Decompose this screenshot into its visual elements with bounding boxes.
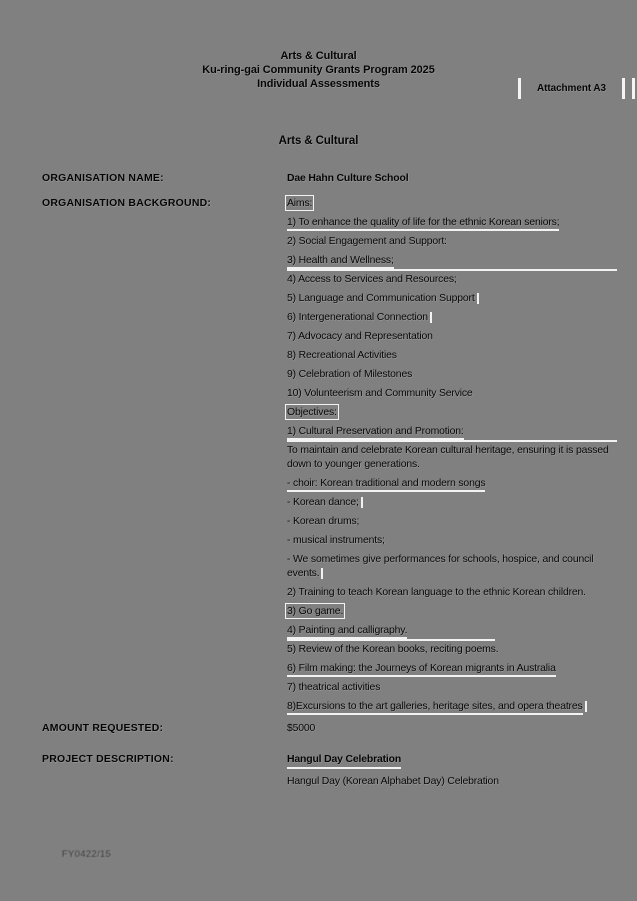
white-scan-rule <box>287 269 617 271</box>
background-item <box>287 386 617 400</box>
section-heading: Arts & Cultural <box>278 135 359 147</box>
background-item-text: 5) Language and Communication Support <box>287 292 475 304</box>
background-item <box>287 348 617 362</box>
background-item-text: 2) Social Engagement and Support: <box>287 235 447 247</box>
background-item <box>287 514 617 528</box>
amount-requested-value: $5000 <box>287 722 316 734</box>
background-item <box>287 680 617 694</box>
background-item-text: 10) Volunteerism and Community Service <box>287 387 473 399</box>
background-list <box>287 196 617 713</box>
background-item <box>287 476 617 490</box>
background-item <box>287 533 617 547</box>
background-item-text: 6) Film making: the Journeys of Korean migrants in Australia <box>287 662 556 677</box>
background-item-text: 6) Intergenerational Connection <box>287 311 428 323</box>
background-item-text: - musical instruments; <box>287 534 385 546</box>
organisation-name-label: ORGANISATION NAME: <box>42 172 164 184</box>
background-item <box>287 291 617 305</box>
field-row-organisation-background <box>42 196 617 718</box>
highlight-tick-mark <box>430 312 432 323</box>
background-item-text: 9) Celebration of Milestones <box>287 368 413 380</box>
background-item <box>287 699 617 713</box>
background-item-text: 4) Access to Services and Resources; <box>287 273 457 285</box>
background-item-text: - Korean dance; <box>287 496 359 508</box>
background-item <box>287 215 617 229</box>
organisation-background-label: ORGANISATION BACKGROUND: <box>42 197 212 209</box>
field-row-project-description <box>42 752 617 788</box>
highlight-tick-mark <box>321 568 323 579</box>
page-edge-scan-mark <box>632 78 635 99</box>
background-item <box>287 604 617 618</box>
assessment-fields <box>42 171 617 788</box>
background-item <box>287 196 617 210</box>
background-item-text: 3) Go game. <box>287 605 344 617</box>
background-item <box>287 234 617 248</box>
background-item <box>287 642 617 656</box>
project-title: Hangul Day Celebration <box>287 752 401 769</box>
organisation-name-value: Dae Hahn Culture School <box>287 172 409 184</box>
background-item <box>287 495 617 509</box>
background-item-text: - We sometimes give performances for schools, hospice, and council events. <box>287 553 594 579</box>
background-item-text: 7) Advocacy and Representation <box>287 330 433 342</box>
title-line-3: Individual Assessments <box>257 78 380 90</box>
background-item <box>287 329 617 343</box>
white-scan-rule <box>287 440 617 442</box>
background-item-text: 5) Review of the Korean books, reciting poems. <box>287 643 499 655</box>
background-item-text: 8) Recreational Activities <box>287 349 397 361</box>
background-item-text: 3) Health and Wellness; <box>287 254 394 269</box>
background-item-text: 4) Painting and calligraphy. <box>287 624 407 639</box>
background-item <box>287 552 617 580</box>
background-item-text: To maintain and celebrate Korean cultural heritage, ensuring it is passed down to younger generations. <box>287 444 609 470</box>
white-scan-rule <box>287 639 495 641</box>
background-item-text: 7) theatrical activities <box>287 681 381 693</box>
background-item-text: 2) Training to teach Korean language to the ethnic Korean children. <box>287 586 586 598</box>
background-item <box>287 661 617 675</box>
amount-requested-label: AMOUNT REQUESTED: <box>42 722 164 734</box>
background-item <box>287 405 617 419</box>
footer-reference: FY0422/15 <box>62 849 112 860</box>
background-item-text: Objectives: <box>287 406 337 418</box>
background-item-text: 1) Cultural Preservation and Promotion: <box>287 425 464 440</box>
highlight-tick-mark <box>361 497 363 508</box>
background-item <box>287 367 617 381</box>
background-item-text: 1) To enhance the quality of life for the ethnic Korean seniors; <box>287 216 559 231</box>
attachment-label-text: Attachment A3 <box>537 83 606 94</box>
highlight-tick-mark <box>477 293 479 304</box>
title-line-1: Arts & Cultural <box>280 50 357 62</box>
background-item-text: 8)Excursions to the art galleries, heritage sites, and opera theatres <box>287 700 583 715</box>
background-item <box>287 424 617 438</box>
highlight-tick-mark <box>585 701 587 712</box>
background-item <box>287 253 617 267</box>
background-item-text: Aims: <box>287 197 313 209</box>
background-item <box>287 310 617 324</box>
background-item <box>287 585 617 599</box>
background-item <box>287 443 617 471</box>
field-row-amount-requested <box>42 721 617 735</box>
background-item-text: - choir: Korean traditional and modern songs <box>287 477 485 492</box>
background-item <box>287 272 617 286</box>
project-description-label: PROJECT DESCRIPTION: <box>42 753 174 765</box>
background-item <box>287 623 617 637</box>
project-subtitle: Hangul Day (Korean Alphabet Day) Celebration <box>287 775 499 787</box>
field-row-organisation-name <box>42 171 617 185</box>
title-line-2: Ku-ring-gai Community Grants Program 2025 <box>202 64 435 76</box>
attachment-label <box>518 78 625 99</box>
background-item-text: - Korean drums; <box>287 515 360 527</box>
